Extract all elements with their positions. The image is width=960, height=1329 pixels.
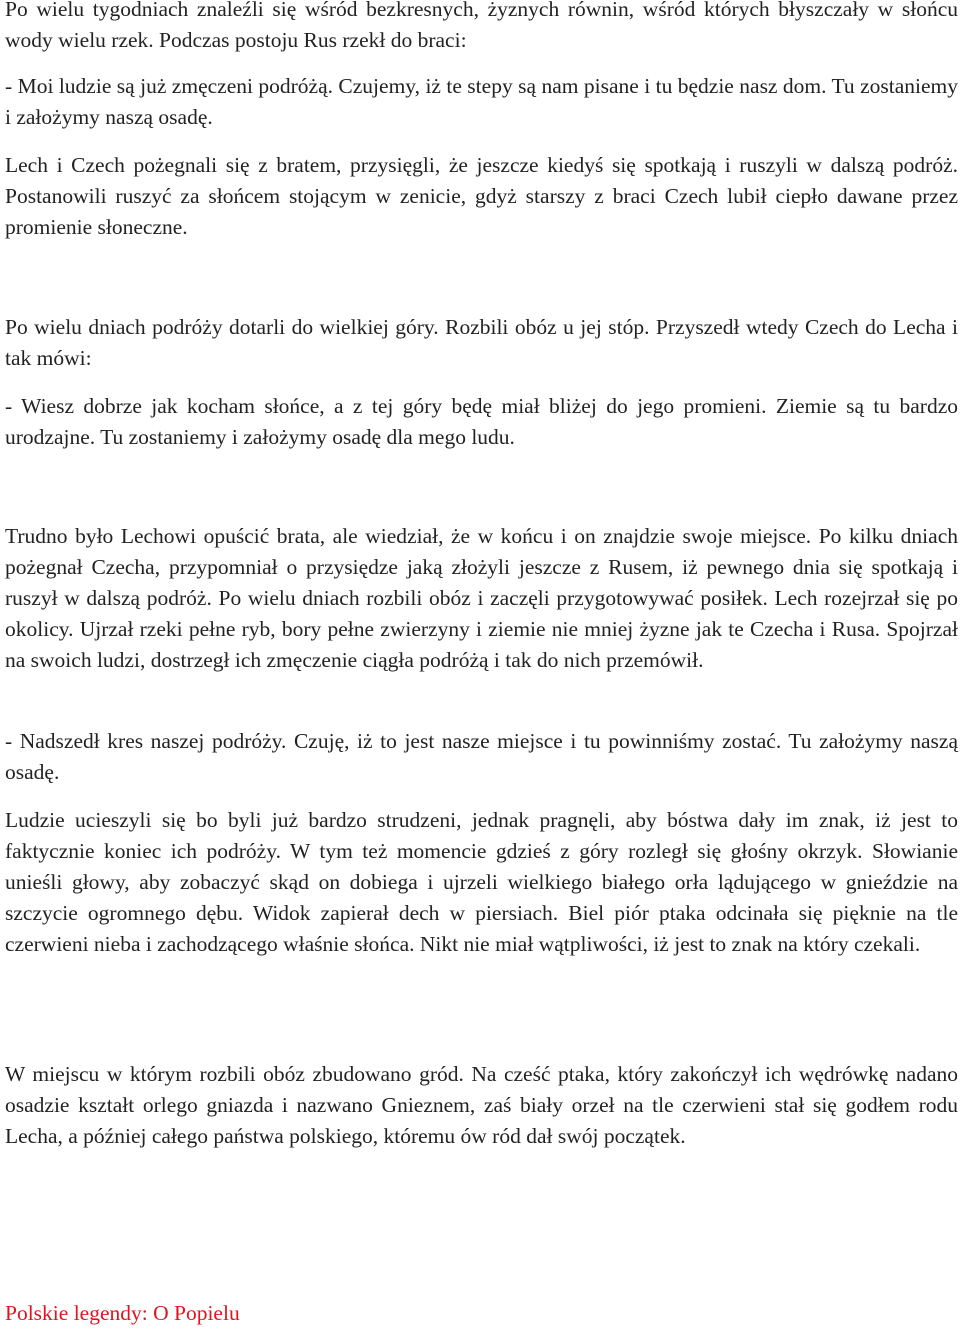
paragraph-gniezno-founding: W miejscu w którym rozbili obóz zbudowano gród. Na cześć ptaka, który zakończył ich wędrówkę nadano osadzie kształt orlego gniazda i nazwano Gnieznem, zaś biały orzeł na tle czerwieni stał się godłem rodu Lecha, a później całego państwa polskiego, któremu ów ród dał swój początek. <box>5 1062 958 1148</box>
paragraph-mountain-arrival: Po wielu dniach podróży dotarli do wielkiej góry. Rozbili obóz u jej stóp. Przyszedł wtedy Czech do Lecha i tak mówi: <box>5 315 958 370</box>
paragraph-lech-journey: Trudno było Lechowi opuścić brata, ale wiedział, że w końcu i on znajdzie swoje miejsce. Po kilku dniach pożegnał Czecha, przypomniał o przysiędze jaką złożyli jeszcze z Rusem, iż pewnego dnia się spotkają i ruszył w dalszą podróż. Po wielu dniach rozbili obóz i zaczęli przygotowywać posiłek. Lech rozejrzał się po okolicy. Ujrzał rzeki pełne ryb, bory pełne zwierzyny i ziemie nie mniej żyzne jak te Czecha i Rusa. Spojrzał na swoich ludzi, dostrzegł ich zmęczenie ciągła podróżą i tak do nich przemówił. <box>5 524 958 672</box>
paragraph-lech-speech: - Nadszedł kres naszej podróży. Czuję, iż to jest nasze miejsce i tu powinniśmy zostać. Tu założymy naszą osadę. <box>5 729 958 784</box>
paragraph-farewell-rus: Lech i Czech pożegnali się z bratem, przysięgli, że jeszcze kiedyś się spotkają i ruszyli w dalszą podróż. Postanowili ruszyć za słońcem stojącym w zenicie, gdyż starszy z braci Czech lubił ciepło dawane przez promienie słoneczne. <box>5 153 958 239</box>
paragraph-eagle-sign: Ludzie ucieszyli się bo byli już bardzo strudzeni, jednak pragnęli, aby bóstwa dały im znak, iż jest to faktycznie koniec ich podróży. W tym też momencie gdzieś z góry rozległ się głośny okrzyk. Słowianie unieśli głowy, aby zobaczyć skąd on dobiega i ujrzeli wielkiego białego orła lądującego w gnieździe na szczycie ogromnego dębu. Widok zapierał dech w piersiach. Biel piór ptaka odcinała się pięknie na tle czerwieni nieba i zachodzącego właśnie słońca. Nikt nie miał wątpliwości, iż jest to znak na który czekali. <box>5 808 958 956</box>
paragraph-plains-arrival: Po wielu tygodniach znaleźli się wśród bezkresnych, żyznych równin, wśród których błyszczały w słońcu wody wielu rzek. Podczas postoju Rus rzekł do braci: <box>5 0 958 52</box>
paragraph-rus-speech: - Moi ludzie są już zmęczeni podróżą. Czujemy, iż te stepy są nam pisane i tu będzie nasz dom. Tu zostaniemy i założymy naszą osadę. <box>5 74 958 129</box>
next-legend-link[interactable]: Polskie legendy: O Popielu <box>5 1301 240 1325</box>
paragraph-czech-speech: - Wiesz dobrze jak kocham słońce, a z tej góry będę miał bliżej do jego promieni. Ziemie są tu bardzo urodzajne. Tu zostaniemy i założymy osadę dla mego ludu. <box>5 394 958 449</box>
